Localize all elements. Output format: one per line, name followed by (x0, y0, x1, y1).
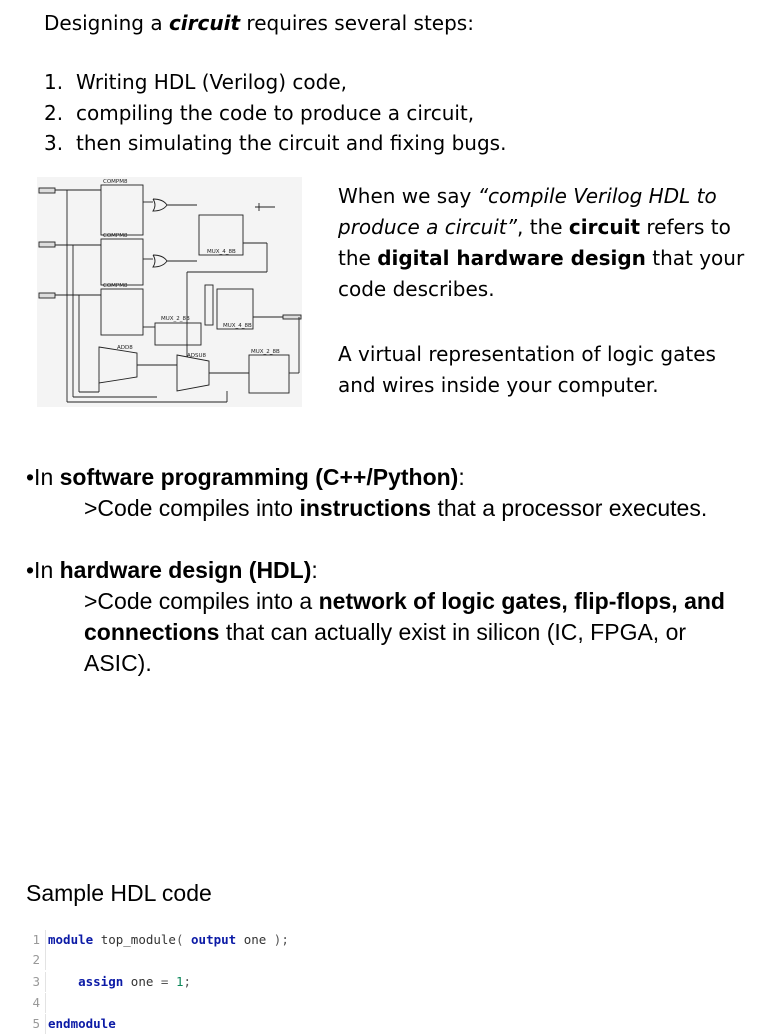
bold-term: circuit (568, 215, 641, 239)
block-label: MUX_4_8B (223, 323, 252, 329)
step-number: 2. (44, 100, 64, 125)
block-label: MUX_4_8B (207, 249, 236, 255)
block-label: ADSU8 (187, 353, 207, 359)
bullet-heading (26, 555, 746, 586)
intro-emphasis: circuit (168, 11, 241, 35)
text-run: •In (26, 464, 60, 490)
circuit-description (338, 181, 748, 401)
punctuation: ( (175, 932, 192, 947)
text-run: that a processor executes. (431, 495, 708, 521)
block-label: COMPM8 (103, 283, 128, 289)
sample-title: Sample HDL code (26, 880, 212, 906)
list-item (44, 128, 506, 159)
bold-term: instructions (299, 495, 432, 521)
description-paragraph: A virtual representation of logic gates and wires inside your computer. (338, 342, 716, 397)
text-run: >Code compiles into (84, 495, 300, 521)
step-number: 3. (44, 131, 64, 155)
bold-term: software programming (C++/Python) (59, 464, 459, 490)
code-line (22, 950, 48, 970)
module-name: top_module (100, 932, 176, 947)
line-number: 4 (22, 993, 46, 1013)
list-item (44, 98, 506, 129)
line-number: 2 (22, 950, 46, 970)
punctuation: ); (266, 932, 289, 947)
code-line (22, 1014, 116, 1034)
bold-term: hardware design (HDL) (59, 557, 312, 583)
text-run: >Code compiles into a (84, 588, 319, 614)
bullet-detail (26, 493, 746, 524)
text-run: refers to the (338, 215, 731, 270)
code-block (22, 930, 342, 1030)
bullet-detail (26, 586, 746, 679)
identifier: one (130, 974, 154, 989)
comparison-bullets (26, 462, 746, 679)
text-run: : (458, 464, 465, 490)
port-name: one (243, 932, 267, 947)
line-number: 3 (22, 972, 46, 992)
block-label: COMPM8 (103, 179, 128, 185)
text-run: When we say (338, 184, 478, 208)
indent (48, 974, 78, 989)
keyword: endmodule (48, 1016, 116, 1031)
steps-list (44, 67, 506, 159)
line-number: 5 (22, 1014, 46, 1034)
intro-heading (44, 8, 474, 38)
number-literal: 1 (175, 974, 184, 989)
block-label: MUX_2_8B (161, 316, 190, 322)
operator: = (153, 974, 176, 989)
step-number: 1. (44, 70, 64, 94)
step-text: then simulating the circuit and fixing bugs. (76, 131, 507, 155)
line-number: 1 (22, 930, 46, 950)
code-line (22, 993, 48, 1013)
block-label: ADD8 (117, 345, 133, 351)
space (93, 932, 101, 947)
description-paragraph (338, 181, 748, 305)
step-text: compiling the code to produce a circuit, (76, 100, 475, 125)
list-item (26, 555, 746, 679)
list-item (26, 462, 746, 524)
bold-term: digital hardware design (377, 246, 646, 270)
keyword: output (191, 932, 237, 947)
circuit-schematic (37, 177, 302, 407)
step-text: Writing HDL (Verilog) code, (76, 70, 347, 94)
punctuation: ; (183, 974, 192, 989)
quote-text: “compile Verilog HDL to produce a circuit” (338, 184, 717, 239)
text-run: : (311, 557, 318, 583)
code-line (22, 930, 289, 950)
block-label: MUX_2_8B (251, 349, 280, 355)
keyword: module (48, 932, 94, 947)
text-run: , the (517, 215, 569, 239)
text-run: •In (26, 557, 60, 583)
bold-term: network of logic gates, flip-flops, and connections (84, 588, 725, 645)
list-item (44, 67, 506, 98)
keyword: assign (78, 974, 124, 989)
block-label: COMPM8 (103, 233, 128, 239)
bullet-heading (26, 462, 746, 493)
space (123, 974, 131, 989)
code-line (22, 972, 191, 992)
text-run: that your code describes. (338, 246, 745, 301)
intro-post: requires several steps: (240, 11, 474, 35)
intro-pre: Designing a (44, 11, 169, 35)
text-run: that can actually exist in silicon (IC, FPGA, or ASIC). (84, 619, 687, 676)
space (236, 932, 244, 947)
